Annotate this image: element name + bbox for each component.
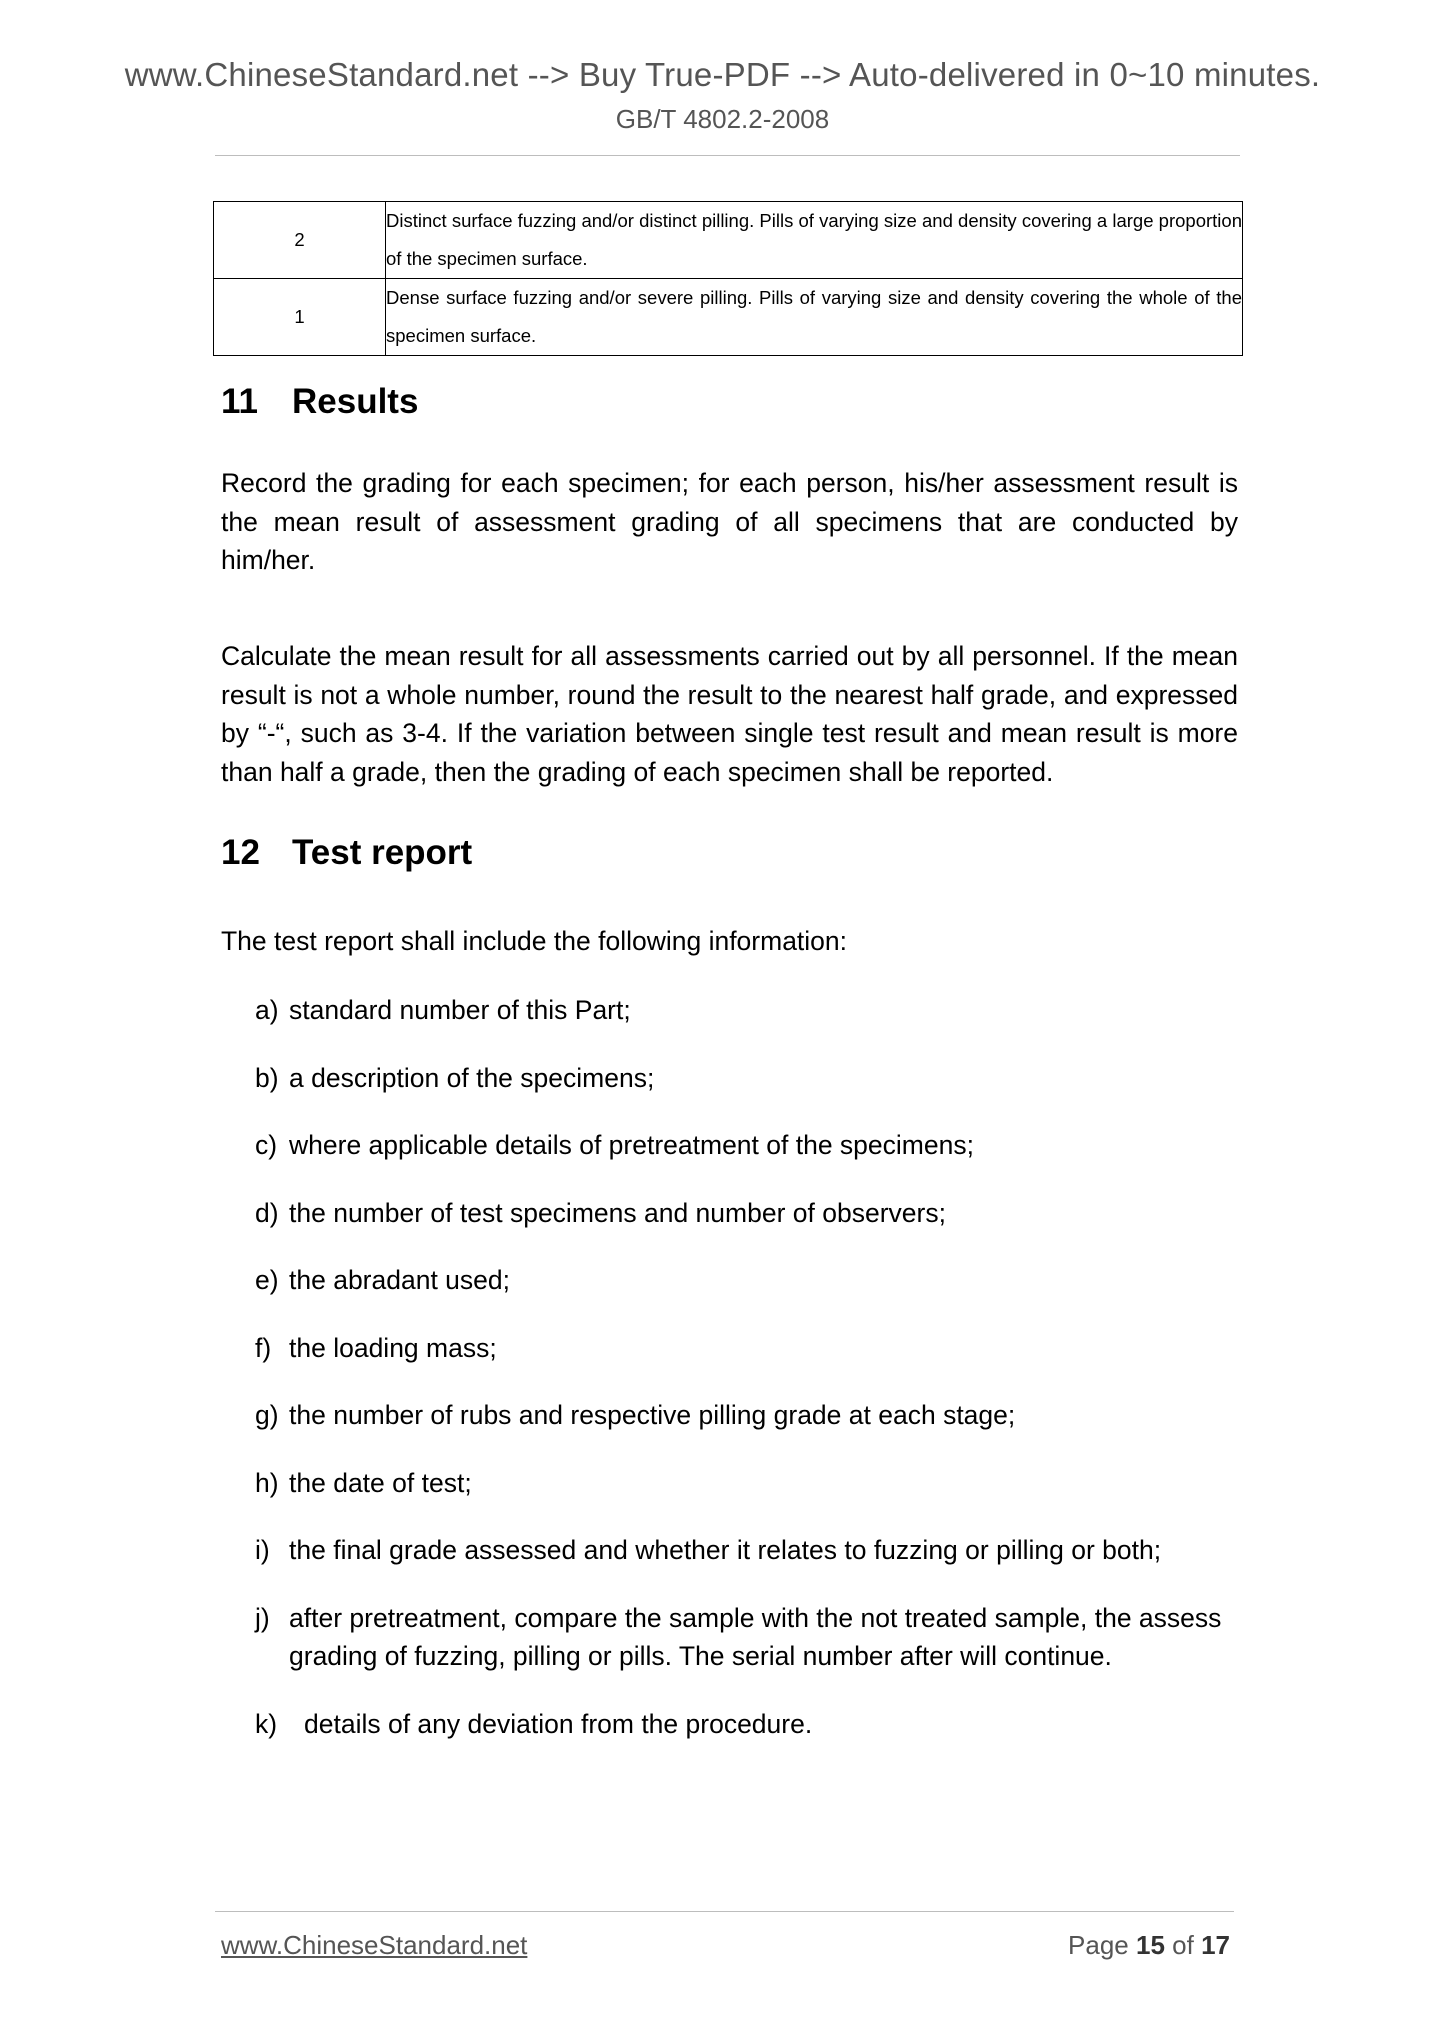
list-item xyxy=(255,1531,1238,1570)
list-item xyxy=(255,1396,1238,1435)
list-item-text: the number of rubs and respective pilling grade at each stage; xyxy=(289,1400,1016,1430)
test-report-item-list xyxy=(255,991,1238,1772)
footer-divider xyxy=(215,1911,1234,1912)
grade-cell: 2 xyxy=(214,202,386,279)
list-item-text: the date of test; xyxy=(289,1467,472,1498)
list-item-text: details of any deviation from the procedure. xyxy=(304,1708,813,1739)
list-item xyxy=(255,1329,1238,1368)
header-standard-number: GB/T 4802.2-2008 xyxy=(615,104,830,134)
list-item-text: the loading mass; xyxy=(289,1332,497,1363)
list-item xyxy=(255,1126,1238,1165)
list-marker: h) xyxy=(255,1467,279,1498)
list-item-text: after pretreatment, compare the sample with the not treated sample, the assess grading of fuzzing, pilling or pills. The serial number after will continue. xyxy=(289,1602,1222,1671)
page-current: 15 xyxy=(1136,1930,1165,1960)
section-title: Results xyxy=(292,382,419,421)
header-divider xyxy=(215,155,1240,156)
list-item xyxy=(255,1464,1238,1503)
page-total: 17 xyxy=(1201,1930,1230,1960)
list-item xyxy=(255,1599,1238,1676)
list-item xyxy=(255,1059,1238,1098)
section-heading-results xyxy=(221,382,418,422)
list-item-text: where applicable details of pretreatment of the specimens; xyxy=(289,1130,974,1160)
list-marker: i) xyxy=(255,1535,270,1565)
grade-table xyxy=(213,201,1243,356)
table-row xyxy=(214,279,1243,356)
grade-description-cell: Distinct surface fuzzing and/or distinct pilling. Pills of varying size and density covering a large proportion of the specimen surface. xyxy=(386,202,1243,279)
header-site-banner: www.ChineseStandard.net --> Buy True-PDF --> Auto-delivered in 0~10 minutes. xyxy=(124,56,1321,93)
list-marker: b) xyxy=(255,1062,279,1093)
list-item xyxy=(255,1261,1238,1300)
list-marker: d) xyxy=(255,1197,279,1228)
list-marker: e) xyxy=(255,1265,279,1295)
list-marker: c) xyxy=(255,1130,278,1160)
section-title: Test report xyxy=(292,833,473,872)
footer-site-link[interactable]: www.ChineseStandard.net xyxy=(221,1930,528,1960)
grade-description-cell: Dense surface fuzzing and/or severe pilling. Pills of varying size and density covering the whole of the specimen surface. xyxy=(386,279,1243,356)
page-prefix: Page xyxy=(1068,1930,1129,1960)
list-marker: a) xyxy=(255,995,279,1025)
section-heading-test-report xyxy=(221,833,472,873)
list-marker: k) xyxy=(255,1708,278,1739)
results-paragraph-2: Calculate the mean result for all assessments carried out by all personnel. If the mean result is not a whole number, round the result to the nearest half grade, and expressed by “-“, such as 3-4. If the variation between single test result and mean result is more than half a grade, then the grading of each specimen shall be reported. xyxy=(221,641,1238,787)
list-marker: g) xyxy=(255,1400,279,1430)
table-row xyxy=(214,202,1243,279)
page-of: of xyxy=(1172,1930,1194,1960)
list-marker: f) xyxy=(255,1332,272,1363)
list-marker: j) xyxy=(255,1602,270,1633)
page-indicator xyxy=(1068,1930,1230,1961)
list-item-text: a description of the specimens; xyxy=(289,1062,655,1093)
list-item-text: the number of test specimens and number of observers; xyxy=(289,1197,946,1228)
list-item-text: the final grade assessed and whether it relates to fuzzing or pilling or both; xyxy=(289,1535,1162,1565)
list-item-text: standard number of this Part; xyxy=(289,995,631,1025)
grade-cell: 1 xyxy=(214,279,386,356)
section-number: 12 xyxy=(221,833,260,872)
test-report-intro: The test report shall include the following information: xyxy=(221,926,848,956)
list-item xyxy=(255,1705,1238,1744)
section-number: 11 xyxy=(221,382,258,421)
list-item xyxy=(255,991,1238,1030)
list-item-text: the abradant used; xyxy=(289,1265,511,1295)
results-paragraph-1: Record the grading for each specimen; for each person, his/her assessment result is the mean result of assessment grading of all specimens that are conducted by him/her. xyxy=(221,468,1238,575)
list-item xyxy=(255,1194,1238,1233)
